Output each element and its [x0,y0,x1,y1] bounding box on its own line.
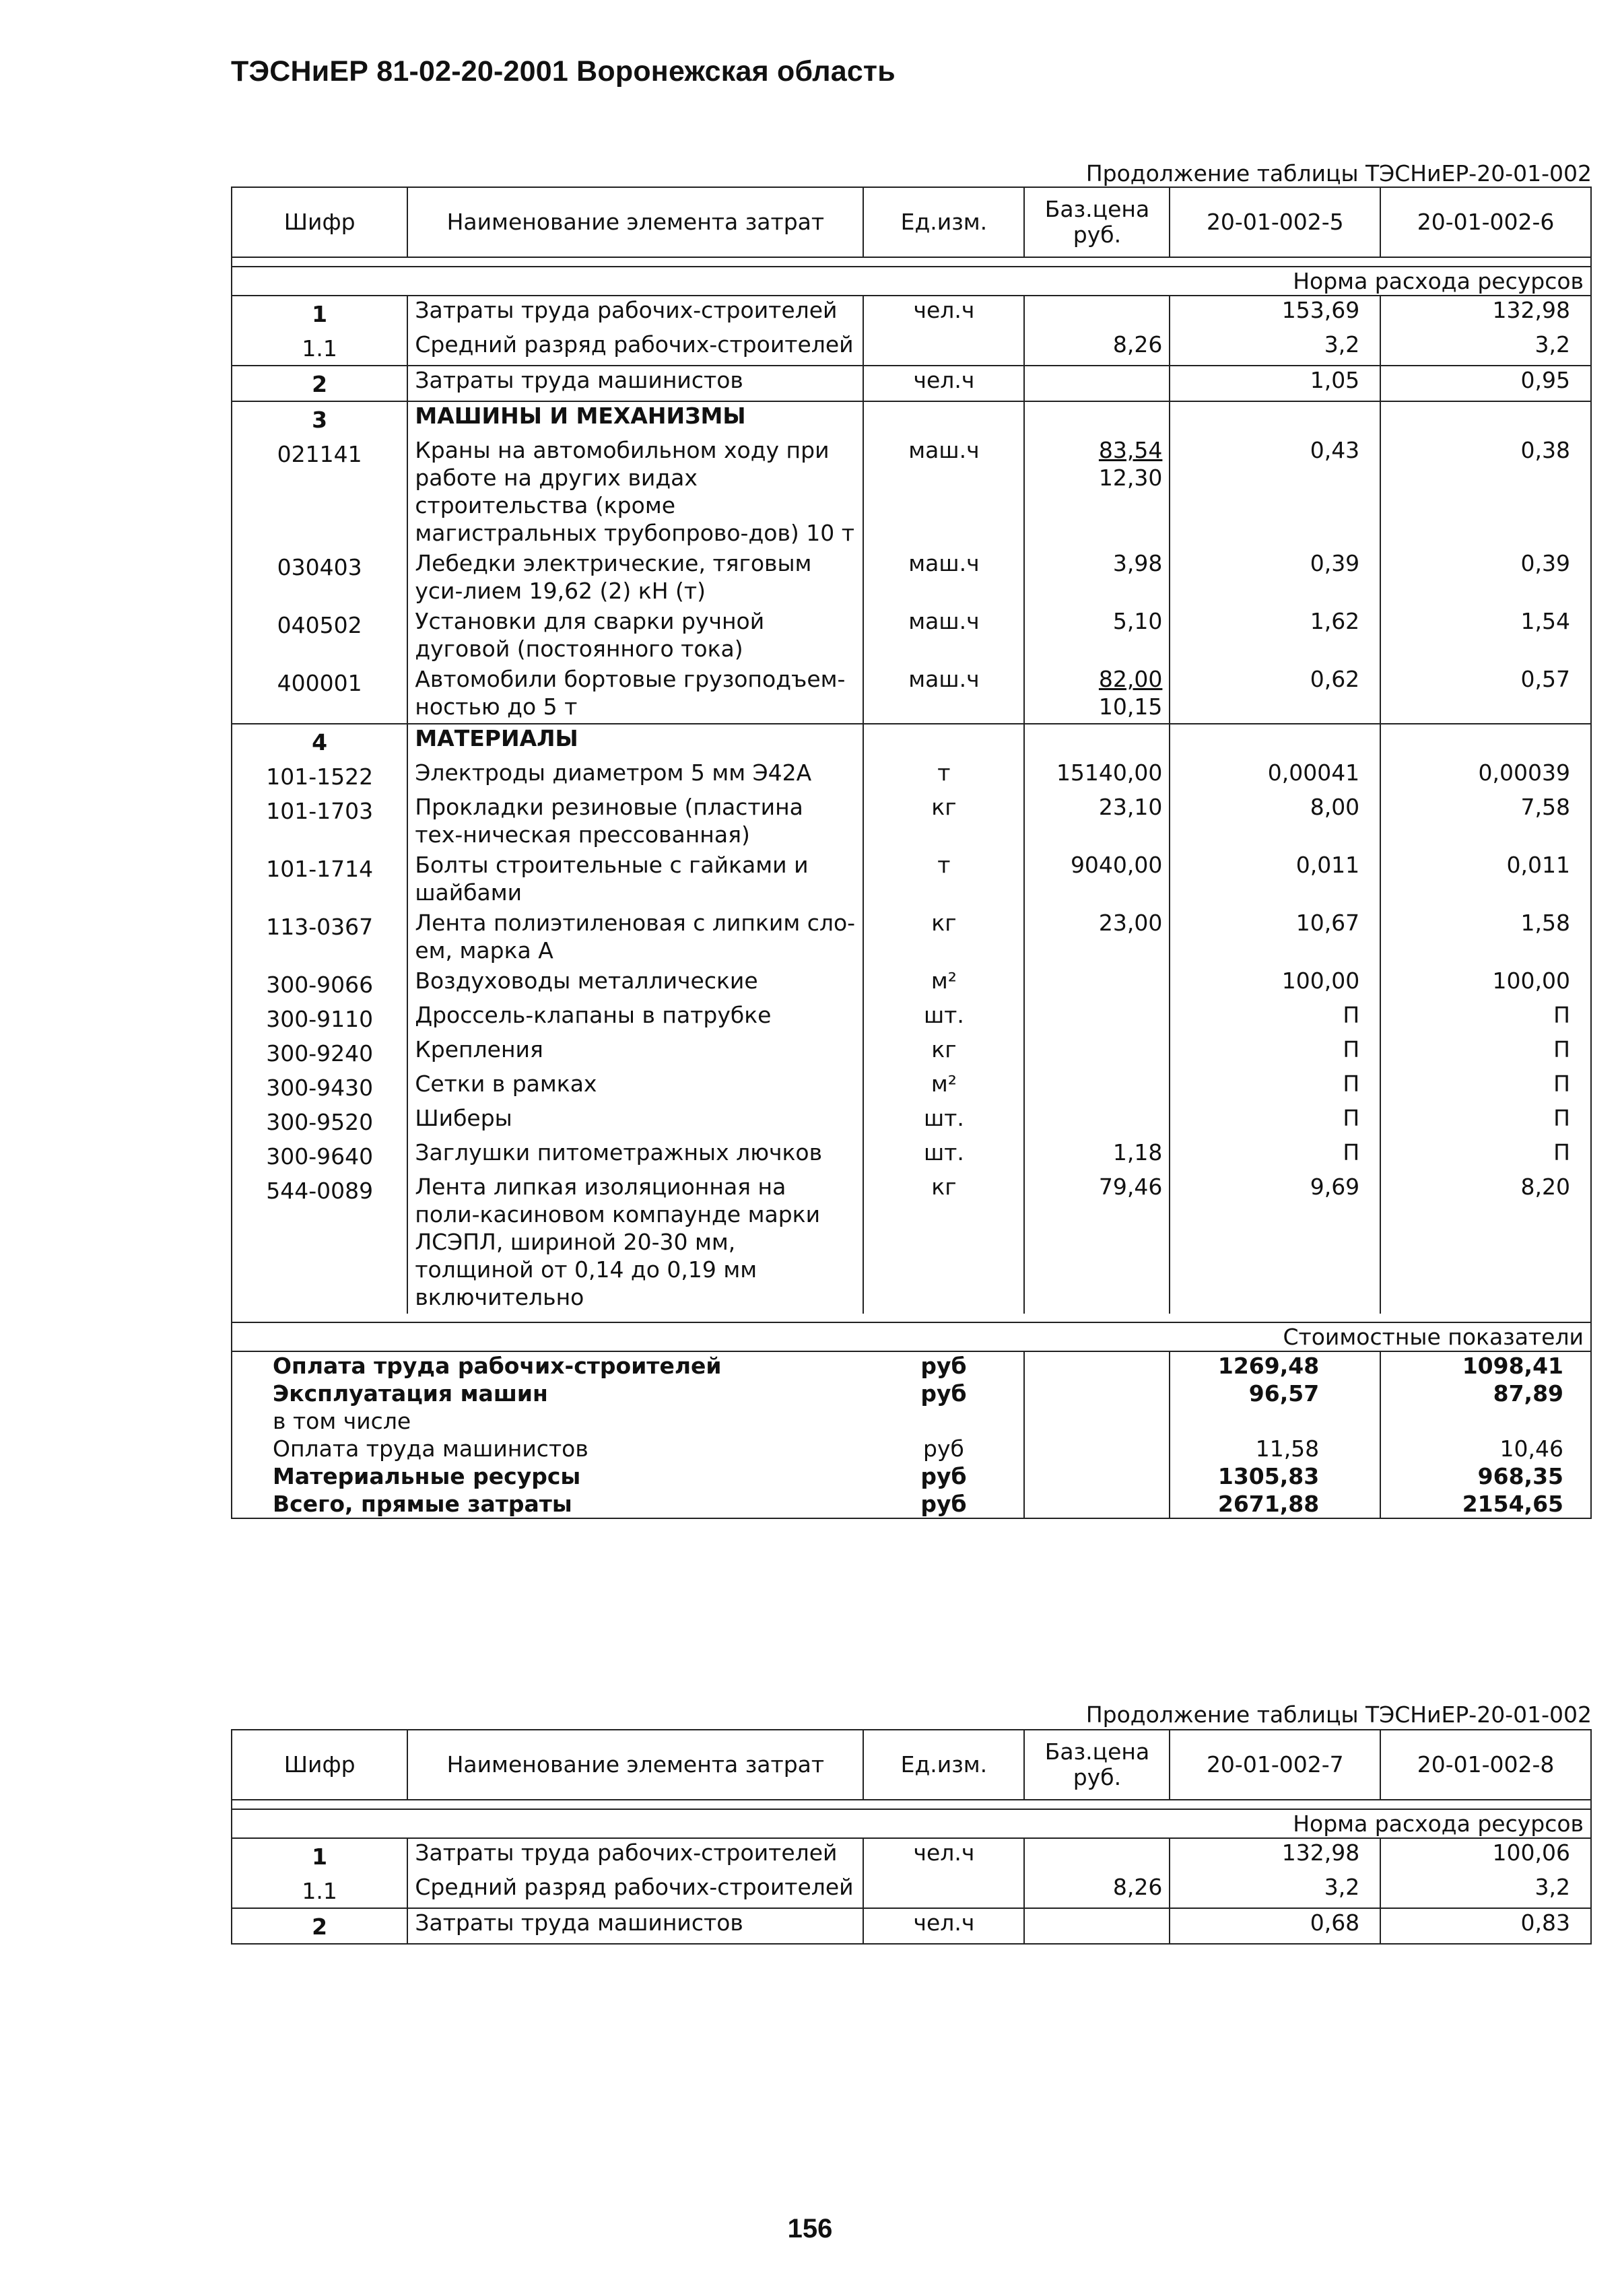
table-row [232,549,1591,607]
cost-value-2: 1098,41 [1462,1353,1563,1379]
row-code: 300-9520 [266,1109,374,1135]
row-unit: маш.ч [908,608,980,634]
row-value-1: 10,67 [1170,909,1380,967]
table-row [232,851,1591,909]
row-price [1024,296,1170,331]
row-value-2: 132,98 [1492,297,1570,323]
row-value-1: 132,98 [1170,1838,1380,1873]
cost-value-1: 1305,83 [1170,1462,1380,1490]
row-value-2: 100,06 [1492,1839,1570,1866]
row-code: 2 [232,366,407,401]
row-name: Лента липкая изоляционная на поли-касиновом компаунде марки ЛСЭПЛ, шириной 20-30 мм, толщиной от 0,14 до 0,19 мм включительно [407,1173,863,1314]
row-unit [863,724,1024,759]
row-value-2: П [1553,1002,1570,1028]
header-unit: Ед.изм. [863,1730,1024,1800]
cost-row [232,1351,1591,1380]
cost-band-label: Стоимостные показатели [232,1322,1591,1351]
row-code: 1 [312,301,328,327]
row-price [1024,1001,1170,1036]
table-row [232,909,1591,967]
row-code: 4 [232,724,407,759]
row-value-2: 0,39 [1520,550,1570,576]
row-code: 300-9240 [266,1040,374,1067]
row-value-2: 7,58 [1520,794,1570,820]
cost-unit: руб [920,1353,967,1379]
cost-price [1024,1490,1170,1518]
table-row [232,759,1591,793]
row-name: Автомобили бортовые грузоподъем-ностью до 5 т [407,665,863,724]
row-price: 3,98 [1024,549,1170,607]
cost-value-2: 968,35 [1477,1463,1563,1489]
row-code: 1 [312,1844,328,1870]
row-name: МАТЕРИАЛЫ [407,724,863,759]
cost-value-1: 11,58 [1170,1435,1380,1462]
table-row [232,331,1591,366]
header-code: Шифр [232,187,407,257]
cost-price [1024,1351,1170,1380]
cost-row [232,1435,1591,1462]
row-unit: кг [931,1174,957,1200]
price-bottom: 10,15 [1098,694,1163,720]
cost-price [1024,1435,1170,1462]
row-unit [863,1873,1024,1908]
row-value-1: 1,62 [1170,607,1380,665]
row-value-1 [1170,401,1380,436]
row-unit: м² [931,1071,957,1097]
header-name: Наименование элемента затрат [407,187,863,257]
row-value-2: 0,95 [1380,366,1591,401]
row-price [1024,1104,1170,1139]
row-price: 8,26 [1024,331,1170,366]
header-name: Наименование элемента затрат [407,1730,863,1800]
cost-label: Оплата труда рабочих-строителей [273,1353,722,1379]
row-value-1: П [1170,1001,1380,1036]
row-price [1024,436,1170,549]
row-value-1: П [1170,1139,1380,1173]
row-price [1024,1070,1170,1104]
row-code: 021141 [277,441,362,467]
page-title: ТЭСНиЕР 81-02-20-2001 Воронежская область [231,55,896,88]
row-name: Дроссель-клапаны в патрубке [407,1001,863,1036]
row-code: 030403 [277,554,362,580]
row-unit: т [937,852,951,878]
row-value-2: П [1553,1139,1570,1166]
row-value-2: 1,54 [1520,608,1570,634]
table-continuation-caption: Продолжение таблицы ТЭСНиЕР-20-01-002 [1085,160,1592,187]
table-row [232,1104,1591,1139]
row-value-1: 0,62 [1170,665,1380,724]
row-value-2: П [1553,1036,1570,1062]
row-name: Лебедки электрические, тяговым уси-лием 19,62 (2) кН (т) [407,549,863,607]
row-unit: чел.ч [863,1908,1024,1944]
table-row [232,665,1591,724]
header-col1: 20-01-002-7 [1170,1730,1380,1800]
row-price [1024,1908,1170,1944]
row-price: 5,10 [1024,607,1170,665]
row-price [1024,366,1170,401]
row-value-1: 0,68 [1170,1908,1380,1944]
row-code: 1.1 [302,335,337,362]
row-price: 23,10 [1024,793,1170,851]
row-value-2: 0,38 [1520,437,1570,463]
cost-value-2: 87,89 [1493,1380,1563,1407]
table-row [232,1070,1591,1104]
table-row [232,1001,1591,1036]
table-row [232,296,1591,331]
row-unit: шт. [923,1002,964,1028]
table-row [232,607,1591,665]
row-name: Крепления [407,1036,863,1070]
row-value-1: 9,69 [1170,1173,1380,1314]
table-row [232,967,1591,1001]
row-name: Электроды диаметром 5 мм Э42А [407,759,863,793]
row-name: Сетки в рамках [407,1070,863,1104]
table2-body [232,1838,1591,1944]
row-name: Средний разряд рабочих-строителей [407,331,863,366]
row-unit: маш.ч [908,666,980,692]
header-price: Баз.цена руб. [1024,1730,1170,1800]
row-price: 8,26 [1024,1873,1170,1908]
cost-unit [863,1407,1024,1435]
cost-value-1 [1170,1407,1380,1435]
row-code: 544-0089 [266,1178,374,1204]
row-name: Заглушки питометражных лючков [407,1139,863,1173]
cost-row [232,1407,1591,1435]
row-unit: т [937,759,951,786]
norm-band-row [232,267,1591,296]
row-value-1 [1170,724,1380,759]
price-bottom: 12,30 [1098,465,1163,491]
row-name: Краны на автомобильном ходу при работе на других видах строительства (кроме магистральных трубопрово-дов) 10 т [407,436,863,549]
cost-value-1: 2671,88 [1170,1490,1380,1518]
row-value-2: 0,83 [1380,1908,1591,1944]
header-price: Баз.цена руб. [1024,187,1170,257]
row-price: 15140,00 [1024,759,1170,793]
row-price [1024,1838,1170,1873]
row-name: Затраты труда рабочих-строителей [407,1838,863,1873]
row-name: Установки для сварки ручной дуговой (постоянного тока) [407,607,863,665]
cost-label: Всего, прямые затраты [273,1491,572,1517]
row-name: Прокладки резиновые (пластина тех-ническая прессованная) [407,793,863,851]
header-col2: 20-01-002-8 [1380,1730,1591,1800]
row-value-2: П [1553,1071,1570,1097]
row-name: Воздуховоды металлические [407,967,863,1001]
row-unit: чел.ч [913,1839,975,1866]
norm-band-label: Норма расхода ресурсов [232,267,1591,296]
row-value-2: 0,57 [1520,666,1570,692]
cost-label: Оплата труда машинистов [273,1436,588,1462]
table-row [232,1908,1591,1944]
row-code: 3 [232,401,407,436]
table-row [232,724,1591,759]
row-code: 101-1522 [266,764,374,790]
row-value-1: 8,00 [1170,793,1380,851]
table-row [232,1173,1591,1314]
cost-value-1: 1269,48 [1170,1351,1380,1380]
row-code: 1.1 [302,1878,337,1904]
cost-label: в том числе [273,1408,411,1434]
table-row [232,366,1591,401]
row-value-2 [1380,401,1591,436]
norm-band-row [232,1809,1591,1838]
row-code: 2 [232,1908,407,1944]
row-value-1: П [1170,1036,1380,1070]
row-name: Средний разряд рабочих-строителей [407,1873,863,1908]
price-top: 83,54 [1098,437,1163,463]
row-price [1024,401,1170,436]
row-code: 101-1703 [266,798,374,824]
row-unit: кг [931,794,957,820]
row-value-2: 0,00039 [1478,759,1570,786]
cost-price [1024,1462,1170,1490]
row-code: 400001 [277,670,362,696]
row-name: Шиберы [407,1104,863,1139]
row-unit [863,401,1024,436]
row-value-1: 3,2 [1170,331,1380,366]
cost-row [232,1462,1591,1490]
table-row [232,1139,1591,1173]
resource-table-1 [231,187,1592,1519]
row-code: 300-9640 [266,1143,374,1170]
cost-unit: руб [920,1491,967,1517]
row-value-1: 153,69 [1170,296,1380,331]
row-code: 040502 [277,612,362,638]
cost-band-row [232,1322,1591,1351]
row-unit: шт. [923,1105,964,1131]
row-name: Затраты труда рабочих-строителей [407,296,863,331]
row-unit: кг [931,910,957,936]
table2-continuation-caption: Продолжение таблицы ТЭСНиЕР-20-01-002 [1085,1701,1592,1728]
row-name: Затраты труда машинистов [407,1908,863,1944]
table-row [232,1838,1591,1873]
cost-label: Материальные ресурсы [273,1463,581,1489]
row-value-1: П [1170,1070,1380,1104]
row-value-1: 1,05 [1170,366,1380,401]
header-unit: Ед.изм. [863,187,1024,257]
table-row [232,401,1591,436]
row-value-1: 0,43 [1170,436,1380,549]
cost-price [1024,1407,1170,1435]
row-unit: чел.ч [863,366,1024,401]
cost-section [232,1351,1591,1518]
row-value-1: 3,2 [1170,1873,1380,1908]
row-value-1: 0,39 [1170,549,1380,607]
norm-band-label: Норма расхода ресурсов [232,1809,1591,1838]
header-code: Шифр [232,1730,407,1800]
row-name: МАШИНЫ И МЕХАНИЗМЫ [407,401,863,436]
row-price: 1,18 [1024,1139,1170,1173]
row-price [1024,1036,1170,1070]
header-col2: 20-01-002-6 [1380,187,1591,257]
row-unit: маш.ч [908,550,980,576]
resource-table-2 [231,1729,1592,1945]
row-unit: кг [931,1036,957,1062]
row-value-1: 100,00 [1170,967,1380,1001]
table-row [232,1873,1591,1908]
cost-value-1: 96,57 [1170,1380,1380,1407]
table-row [232,793,1591,851]
cost-unit: руб [920,1463,967,1489]
row-code: 300-9066 [266,972,374,998]
row-name: Лента полиэтиленовая с липким сло-ем, марка А [407,909,863,967]
price-top: 82,00 [1098,666,1163,692]
cost-row [232,1490,1591,1518]
row-unit: маш.ч [908,437,980,463]
row-value-1: П [1170,1104,1380,1139]
row-value-2: 100,00 [1492,968,1570,994]
row-price [1024,724,1170,759]
row-code: 113-0367 [266,914,374,940]
row-value-2: 8,20 [1520,1174,1570,1200]
row-value-2: 1,58 [1520,910,1570,936]
row-name: Болты строительные с гайками и шайбами [407,851,863,909]
cost-value-2: 10,46 [1499,1436,1563,1462]
row-value-2: 3,2 [1534,331,1570,358]
cost-value-2: 2154,65 [1462,1491,1563,1517]
cost-value-2 [1380,1407,1591,1435]
cost-label: Эксплуатация машин [273,1380,548,1407]
row-price [1024,665,1170,724]
row-code: 300-9110 [266,1006,374,1032]
row-price: 79,46 [1024,1173,1170,1314]
row-unit: чел.ч [913,297,975,323]
row-price [1024,967,1170,1001]
table-row [232,436,1591,549]
cost-row [232,1380,1591,1407]
row-value-1: 0,011 [1170,851,1380,909]
row-value-2: П [1553,1105,1570,1131]
row-name: Затраты труда машинистов [407,366,863,401]
row-value-1: 0,00041 [1170,759,1380,793]
row-unit: шт. [923,1139,964,1166]
row-value-2: 3,2 [1534,1874,1570,1900]
row-unit: м² [931,968,957,994]
row-value-2 [1380,724,1591,759]
cost-unit: руб [920,1380,967,1407]
table-row [232,1036,1591,1070]
row-code: 101-1714 [266,856,374,882]
row-unit [863,331,1024,366]
row-value-2: 0,011 [1506,852,1570,878]
row-price: 23,00 [1024,909,1170,967]
row-code: 300-9430 [266,1075,374,1101]
cost-unit: руб [923,1436,964,1462]
table1-body [232,296,1591,1314]
row-price: 9040,00 [1024,851,1170,909]
cost-price [1024,1380,1170,1407]
page-number: 156 [787,2214,833,2243]
header-col1: 20-01-002-5 [1170,187,1380,257]
